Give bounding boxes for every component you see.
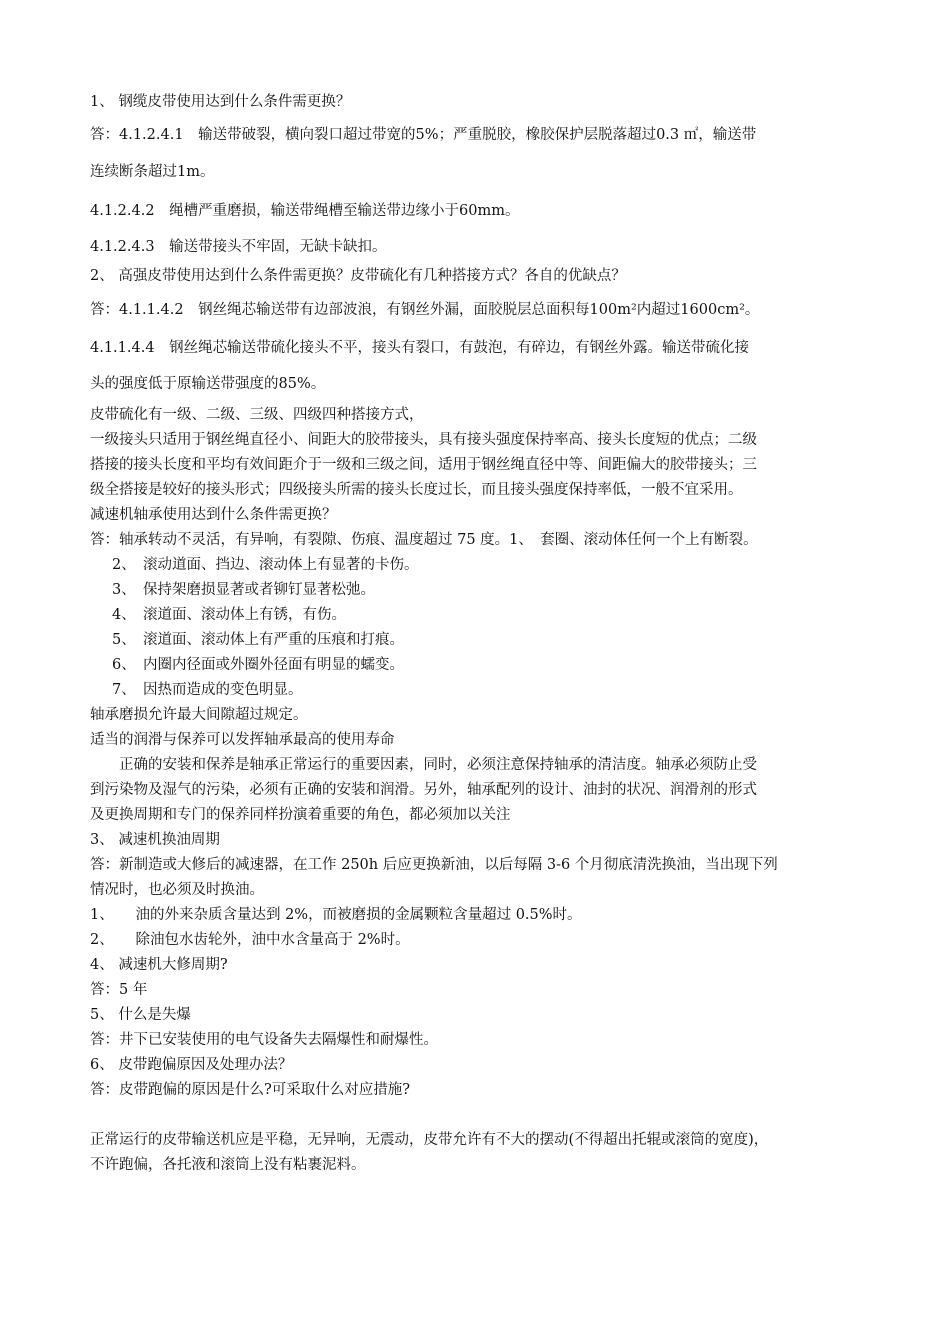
- answer-3-line-2: 情况时，也必须及时换油。: [90, 882, 264, 898]
- answer-2-line-3: 头的强度低于原输送带强度的85%。: [90, 376, 326, 392]
- question-6: 6、 皮带跑偏原因及处理办法？: [90, 1057, 293, 1073]
- answer-4: 答：5 年: [90, 982, 148, 998]
- lubrication-heading: 适当的润滑与保养可以发挥轴承最高的使用寿命: [90, 732, 395, 748]
- answer-3-item-1: 1、 油的外来杂质含量达到 2%，而被磨损的金属颗粒含量超过 0.5%时。: [90, 907, 582, 923]
- belt-normal-operation-line-1: 正常运行的皮带输送机应是平稳，无异响，无震动，皮带允许有不大的摆动(不得超出托辊或滚筒的宽度)，: [90, 1132, 769, 1148]
- bearing-clearance-note: 轴承磨损允许最大间隙超过规定。: [90, 707, 308, 723]
- answer-5: 答：井下已安装使用的电气设备失去隔爆性和耐爆性。: [90, 1032, 438, 1048]
- question-1: 1、 钢缆皮带使用达到什么条件需更换？: [90, 94, 351, 110]
- answer-2-line-1: 答：4.1.1.4.2 钢丝绳芯输送带有边部波浪，有钢丝外漏，面胶脱层总面积每100m²内超过1600cm²。: [90, 302, 760, 318]
- question-2: 2、 高强皮带使用达到什么条件需更换？皮带硫化有几种搭接方式？各自的优缺点？: [90, 268, 626, 284]
- question-5: 5、 什么是失爆: [90, 1007, 191, 1023]
- bearing-item-3: 3、 保持架磨损显著或者铆钉显著松弛。: [112, 582, 375, 598]
- belt-normal-operation-line-2: 不许跑偏，各托液和滚筒上没有粘裹泥料。: [90, 1157, 366, 1173]
- splice-methods-intro: 皮带硫化有一级、二级、三级、四级四种搭接方式，: [90, 407, 424, 423]
- answer-1-line-2: 连续断条超过1m。: [90, 164, 215, 180]
- bearing-item-7: 7、 因热而造成的变色明显。: [112, 682, 303, 698]
- lubrication-para-line-2: 到污染物及湿气的污染，必须有正确的安装和润滑。另外，轴承配列的设计、油封的状况、润滑剂的形式: [90, 782, 757, 798]
- answer-2-line-2: 4.1.1.4.4 钢丝绳芯输送带硫化接头不平，接头有裂口，有鼓泡，有碎边，有钢丝外露。输送带硫化接: [90, 340, 750, 356]
- bearing-item-4: 4、 滚道面、滚动体上有锈，有伤。: [112, 607, 346, 623]
- answer-1-line-1: 答：4.1.2.4.1 输送带破裂，横向裂口超过带宽的5%；严重脱胶，橡胶保护层脱落超过0.3 ㎡，输送带: [90, 127, 757, 143]
- answer-1-item-3: 4.1.2.4.3 输送带接头不牢固，无缺卡缺扣。: [90, 239, 387, 255]
- splice-methods-line-1: 一级接头只适用于钢丝绳直径小、间距大的胶带接头，具有接头强度保持率高、接头长度短的优点；二级: [90, 432, 757, 448]
- question-3: 3、 减速机换油周期: [90, 832, 220, 848]
- lubrication-para-line-3: 及更换周期和专门的保养同样扮演着重要的角色，都必须加以关注: [90, 807, 511, 823]
- bearing-item-2: 2、 滚动道面、挡边、滚动体上有显著的卡伤。: [112, 557, 419, 573]
- bearing-item-5: 5、 滚道面、滚动体上有严重的压痕和打痕。: [112, 632, 404, 648]
- splice-methods-line-3: 级全搭接是较好的接头形式；四级接头所需的接头长度过长，而且接头强度保持率低，一般不宜采用。: [90, 482, 743, 498]
- answer-3-item-2: 2、 除油包水齿轮外，油中水含量高于 2%时。: [90, 932, 410, 948]
- splice-methods-line-2: 搭接的接头长度和平均有效间距介于一级和三级之间，适用于钢丝绳直径中等、间距偏大的胶带接头；三: [90, 457, 757, 473]
- bearing-question: 减速机轴承使用达到什么条件需更换？: [90, 507, 337, 523]
- bearing-item-6: 6、 内圈内径面或外圈外径面有明显的蠕变。: [112, 657, 404, 673]
- question-4: 4、 减速机大修周期?: [90, 957, 228, 973]
- answer-6: 答：皮带跑偏的原因是什么?可采取什么对应措施?: [90, 1082, 411, 1098]
- answer-3-line-1: 答：新制造或大修后的减速器，在工作 250h 后应更换新油，以后每隔 3-6 个月彻底清洗换油，当出现下列: [90, 857, 778, 873]
- lubrication-para-line-1: 正确的安装和保养是轴承正常运行的重要因素，同时，必须注意保持轴承的清洁度。轴承必须防止受: [90, 757, 757, 773]
- bearing-answer-line-1: 答：轴承转动不灵活，有异响，有裂隙、伤痕、温度超过 75 度。1、 套圈、滚动体任何一个上有断裂。: [90, 532, 758, 548]
- answer-1-item-2: 4.1.2.4.2 绳槽严重磨损，输送带绳槽至输送带边缘小于60mm。: [90, 203, 520, 219]
